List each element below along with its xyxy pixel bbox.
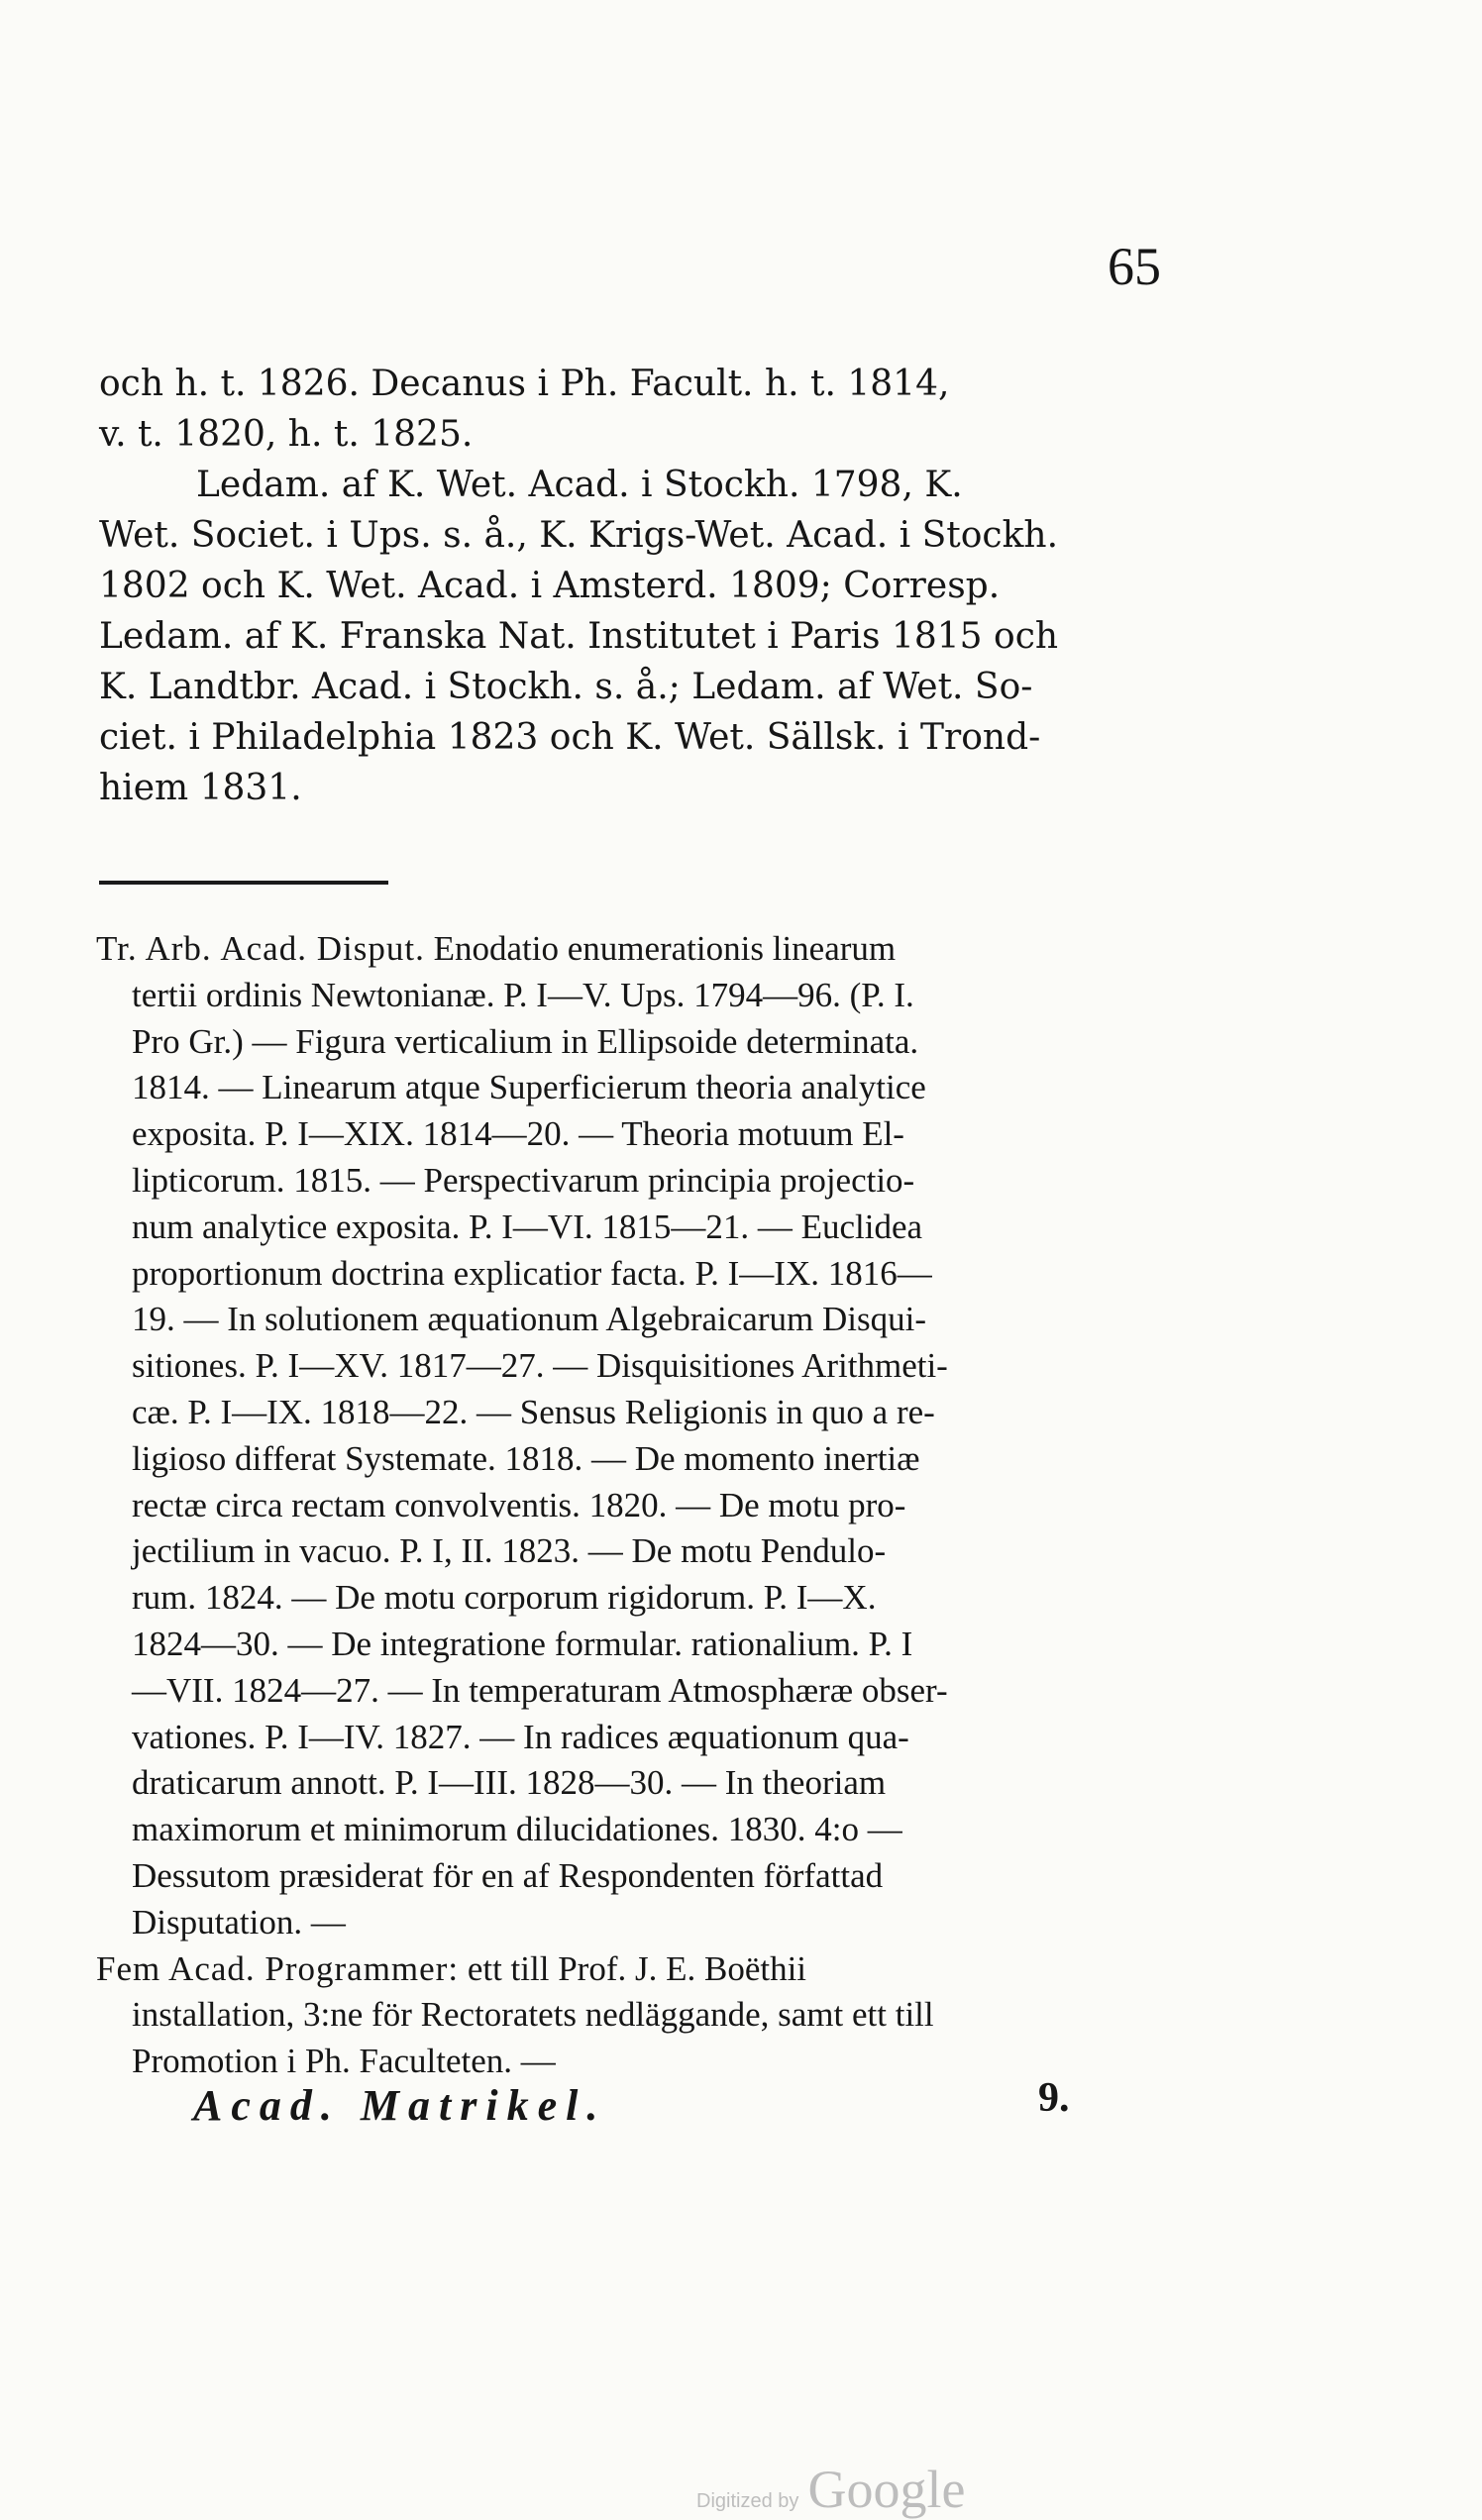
works-paragraph bbox=[96, 926, 1214, 2085]
text-line: 1814. — Linearum atque Superficierum theoria analytice bbox=[132, 1068, 926, 1107]
text-line bbox=[96, 1946, 1214, 1993]
text-line: exposita. P. I—XIX. 1814—20. — Theoria motuum El- bbox=[132, 1114, 904, 1154]
text-line: v. t. 1820, h. t. 1825. bbox=[99, 414, 474, 455]
text-line: ciet. i Philadelphia 1823 och K. Wet. Sällsk. i Trond- bbox=[99, 717, 1041, 758]
text-line: Pro Gr.) — Figura verticalium in Ellipsoide determinata. bbox=[132, 1021, 919, 1061]
text-line: 19. — In solutionem æquationum Algebraicarum Disqui- bbox=[132, 1300, 926, 1339]
text-line: rectæ circa rectam convolventis. 1820. — De motu pro- bbox=[132, 1485, 906, 1524]
text-run: ett till Prof. J. E. Boëthii bbox=[467, 1948, 807, 1988]
text-line: Ledam. af K. Wet. Acad. i Stockh. 1798, K. bbox=[196, 465, 963, 505]
text-line: 1824—30. — De integratione formular. rationalium. P. I bbox=[132, 1624, 913, 1663]
text-line: —VII. 1824—27. — In temperaturam Atmosphæræ obser- bbox=[132, 1670, 948, 1710]
text-line: vationes. P. I—IV. 1827. — In radices æquationum qua- bbox=[132, 1717, 909, 1756]
text-line: cæ. P. I—IX. 1818—22. — Sensus Religionis in quo a re- bbox=[132, 1392, 935, 1431]
footer-title: Acad. Matrikel. bbox=[193, 2081, 607, 2130]
text-line: proportionum doctrina explicatior facta. P. I—IX. 1816— bbox=[132, 1253, 932, 1293]
text-line bbox=[96, 926, 1214, 973]
text-line: sitiones. P. I—XV. 1817—27. — Disquisitiones Arithmeti- bbox=[132, 1346, 948, 1386]
text-line: hiem 1831. bbox=[99, 768, 302, 808]
text-line: Dessutom præsiderat för en af Respondenten författad bbox=[132, 1855, 884, 1895]
disputations-heading: Acad. Disput. bbox=[220, 929, 425, 968]
text-line: rum. 1824. — De motu corporum rigidorum. P. I—X. bbox=[132, 1578, 877, 1618]
text-line: och h. t. 1826. Decanus i Ph. Facult. h. t. 1814, bbox=[99, 364, 950, 404]
signature-mark: 9. bbox=[1038, 2075, 1070, 2121]
text-line: draticarum annott. P. I—III. 1828—30. — In theoriam bbox=[132, 1763, 887, 1803]
membership-paragraph bbox=[99, 359, 1209, 813]
digitization-watermark bbox=[696, 2459, 965, 2518]
text-line: installation, 3:ne för Rectoratets nedläggande, samt ett till bbox=[132, 1995, 934, 2035]
text-line: tertii ordinis Newtonianæ. P. I—V. Ups. 1794—96. (P. I. bbox=[132, 975, 914, 1014]
text-line: Promotion i Ph. Faculteten. — bbox=[132, 2042, 556, 2081]
text-line: Wet. Societ. i Ups. s. å., K. Krigs-Wet. Acad. i Stockh. bbox=[99, 515, 1059, 556]
works-heading: Tr. Arb. bbox=[96, 929, 212, 968]
text-line: Disputation. — bbox=[132, 1902, 346, 1942]
text-line: maximorum et minimorum dilucidationes. 1830. 4:o — bbox=[132, 1810, 902, 1849]
text-line: 1802 och K. Wet. Acad. i Amsterd. 1809; Corresp. bbox=[99, 566, 1001, 606]
text-line: lipticorum. 1815. — Perspectivarum principia projectio- bbox=[132, 1160, 915, 1200]
text-line: Ledam. af K. Franska Nat. Institutet i Paris 1815 och bbox=[99, 616, 1059, 657]
page-number: 65 bbox=[1108, 237, 1161, 296]
google-logo: Google bbox=[807, 2460, 966, 2519]
watermark-caption: Digitized by bbox=[696, 2490, 799, 2512]
text-run: Enodatio enumerationis linearum bbox=[433, 929, 897, 968]
text-line: num analytice exposita. P. I—VI. 1815—21. — Euclidea bbox=[132, 1207, 923, 1246]
section-divider bbox=[99, 881, 388, 885]
text-line: K. Landtbr. Acad. i Stockh. s. å.; Ledam. af Wet. So- bbox=[99, 667, 1033, 707]
text-line: jectilium in vacuo. P. I, II. 1823. — De motu Pendulo- bbox=[132, 1531, 887, 1571]
programmes-heading: Fem Acad. Programmer: bbox=[96, 1948, 460, 1988]
text-line: ligioso differat Systemate. 1818. — De momento inertiæ bbox=[132, 1438, 920, 1478]
